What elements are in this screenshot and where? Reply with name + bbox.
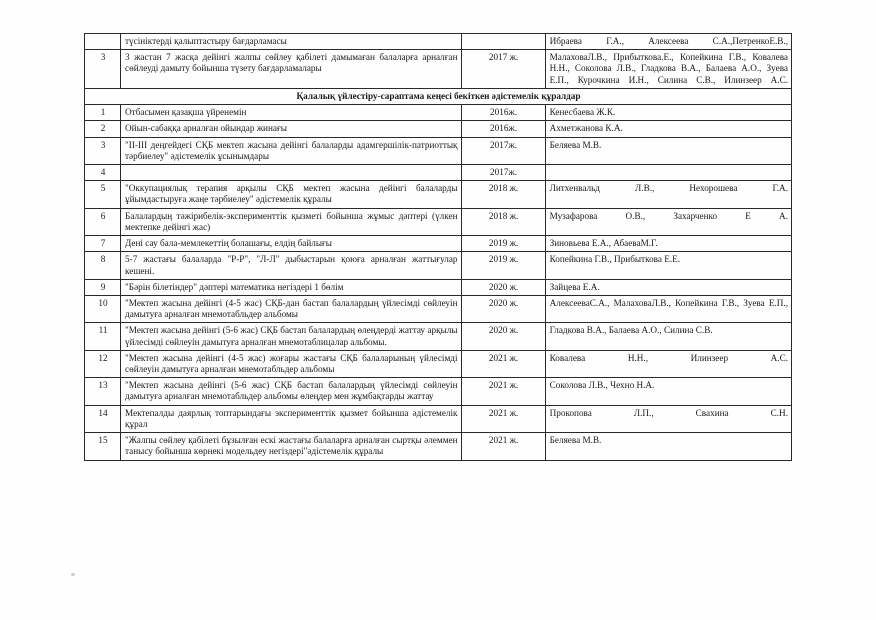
row-number: 6 <box>85 208 121 235</box>
row-number <box>85 34 121 50</box>
table-row <box>85 295 792 322</box>
row-year: 2021 ж. <box>461 405 545 432</box>
row-number: 7 <box>85 236 121 252</box>
row-authors: Музафарова О.В., Захарченко Е А. <box>545 208 791 235</box>
row-title: 5-7 жастағы балаларда "Р-Р", "Л-Л" дыбыстарын қоюға арналған жаттығулар кешені. <box>121 252 461 279</box>
row-number: 15 <box>85 433 121 460</box>
table-row <box>85 378 792 405</box>
row-title: түсініктерді қалыптастыру бағдарламасы <box>121 34 461 50</box>
row-title: "II-III деңгейдегі СҚБ мектеп жасына дейінгі балаларды адамгершілік-патриоттық тәрбиелеу" әдістемелік ұсынымдары <box>121 137 461 164</box>
row-year: 2017 ж. <box>461 50 545 89</box>
row-title: Мектепалды даярлық топтарындағы эксперименттік қызмет бойынша әдістемелік құрал <box>121 405 461 432</box>
row-number: 4 <box>85 164 121 180</box>
table-row <box>85 350 792 377</box>
row-title: Дені сау бала-мемлекеттің болашағы, елдің байлығы <box>121 236 461 252</box>
row-number: 3 <box>85 137 121 164</box>
section-header-label: Қалалық үйлестіру-сараптама кеңесі бекіткен әдістемелік құралдар <box>85 88 792 104</box>
row-year: 2017ж. <box>461 137 545 164</box>
table-row <box>85 164 792 180</box>
row-authors: Соколова Л.В., Чехно Н.А. <box>545 378 791 405</box>
row-number: 10 <box>85 295 121 322</box>
methodological-materials-table <box>84 33 792 461</box>
row-authors: МалаховаЛ.В., Прибыткова.Е., Копейкина Г.В., Ковалева Н.Н., Соколова Л.В., Гладкова В.А., Балаева А.О., Зуева Е.П., Курочкина И.Н., Силина С.В., Илинзеер А.С. <box>545 50 791 89</box>
row-number: 8 <box>85 252 121 279</box>
row-number: 11 <box>85 323 121 350</box>
row-authors <box>545 164 791 180</box>
row-title: "Мектеп жасына дейінгі (5-6 жас) СҚБ бастап балалардың үйлесімді сөйлеуін дамытуға арналған мнемотабльдер альбомы өлеңдер мен жұмбақтарды жаттау <box>121 378 461 405</box>
table-row <box>85 279 792 295</box>
row-year: 2020 ж. <box>461 323 545 350</box>
row-title: "Мектеп жасына дейінгі (5-6 жас) СҚБ бастап балалардың өлеңдерді жаттау арқылы үйлесімді сөйлеуін дамытуға арналған мнемотаблицалар альбомы. <box>121 323 461 350</box>
row-year: 2021 ж. <box>461 433 545 460</box>
row-year <box>461 34 545 50</box>
row-title: 3 жастан 7 жасқа дейінгі жалпы сөйлеу қабілеті дамымаған балаларға арналған сөйлеуді дамыту бойынша түзету бағдарламалары <box>121 50 461 89</box>
row-title: "Бәрін білетіндер" дәптері математика негіздері 1 бөлім <box>121 279 461 295</box>
row-year: 2019 ж. <box>461 236 545 252</box>
row-title: Ойын-сабаққа арналған ойындар жинағы <box>121 121 461 137</box>
row-title: "Мектеп жасына дейінгі (4-5 жас) жоғары жастағы СҚБ балаларының үйлесімді сөйлеуін дамытуға арналған мнемотабльдер альбомы <box>121 350 461 377</box>
row-year: 2020 ж. <box>461 279 545 295</box>
row-year: 2016ж. <box>461 121 545 137</box>
row-authors: Зиновьева Е.А., АбаеваМ.Г. <box>545 236 791 252</box>
table-row <box>85 208 792 235</box>
row-authors: Ковалева Н.Н., Илинзеер А.С. <box>545 350 791 377</box>
row-number: 3 <box>85 50 121 89</box>
row-year: 2018 ж. <box>461 208 545 235</box>
row-authors: Беляева М.В. <box>545 433 791 460</box>
row-year: 2017ж. <box>461 164 545 180</box>
row-year: 2021 ж. <box>461 378 545 405</box>
row-year: 2016ж. <box>461 105 545 121</box>
row-title: "Мектеп жасына дейінгі (4-5 жас) СҚБ-дан бастап балалардың үйлесімді сөйлеуін дамытуға арналған мнемотабльдер альбомы <box>121 295 461 322</box>
table-row <box>85 137 792 164</box>
row-number: 14 <box>85 405 121 432</box>
table-row <box>85 181 792 208</box>
row-number: 13 <box>85 378 121 405</box>
row-authors: Копейкина Г.В., Прибыткова Е.Е. <box>545 252 791 279</box>
table-section-header-row <box>85 88 792 104</box>
table-row <box>85 236 792 252</box>
table-row <box>85 405 792 432</box>
row-number: 12 <box>85 350 121 377</box>
row-number: 5 <box>85 181 121 208</box>
row-year: 2021 ж. <box>461 350 545 377</box>
row-number: 9 <box>85 279 121 295</box>
row-title: "Жалпы сөйлеу қабілеті бұзылған ескі жастағы балаларға арналған сыртқы әлеммен танысу бойынша көрнекі модельдеу негіздері"әдістемелік құралы <box>121 433 461 460</box>
table-row <box>85 323 792 350</box>
table-row <box>85 433 792 460</box>
scan-artifact <box>71 573 75 576</box>
row-authors: Ахметжанова К.А. <box>545 121 791 137</box>
row-number: 2 <box>85 121 121 137</box>
row-authors: АлексееваС.А., МалаховаЛ.В., Копейкина Г.В., Зуева Е.П., <box>545 295 791 322</box>
table-row <box>85 252 792 279</box>
row-number: 1 <box>85 105 121 121</box>
row-authors: Гладкова В.А., Балаева А.О., Силина С.В. <box>545 323 791 350</box>
row-title <box>121 164 461 180</box>
row-authors: Прокопова Л.П., Свахина С.Н. <box>545 405 791 432</box>
row-title: Балалардың тәжірибелік-эксперименттік қызметі бойынша жұмыс дәптері (үлкен мектепке дейінгі жас) <box>121 208 461 235</box>
table-row <box>85 34 792 50</box>
row-year: 2019 ж. <box>461 252 545 279</box>
table-row <box>85 50 792 89</box>
row-authors: Зайцева Е.А. <box>545 279 791 295</box>
row-year: 2018 ж. <box>461 181 545 208</box>
row-title: Отбасымен қазақша үйренемін <box>121 105 461 121</box>
row-authors: Беляева М.В. <box>545 137 791 164</box>
table-body <box>85 34 792 461</box>
row-authors: Кенесбаева Ж.К. <box>545 105 791 121</box>
table-row <box>85 121 792 137</box>
row-authors: Ибраева Г.А., Алексеева С.А.,ПетренкоЕ.В., <box>545 34 791 50</box>
row-title: "Оккупациялық терапия арқылы СҚБ мектеп жасына дейінгі балаларды ұйымдастыруға жаңе тәрбиелеу" әдістемелік құралы <box>121 181 461 208</box>
table-row <box>85 105 792 121</box>
row-authors: Литхенвальд Л.В., Нехорошева Г.А. <box>545 181 791 208</box>
row-year: 2020 ж. <box>461 295 545 322</box>
